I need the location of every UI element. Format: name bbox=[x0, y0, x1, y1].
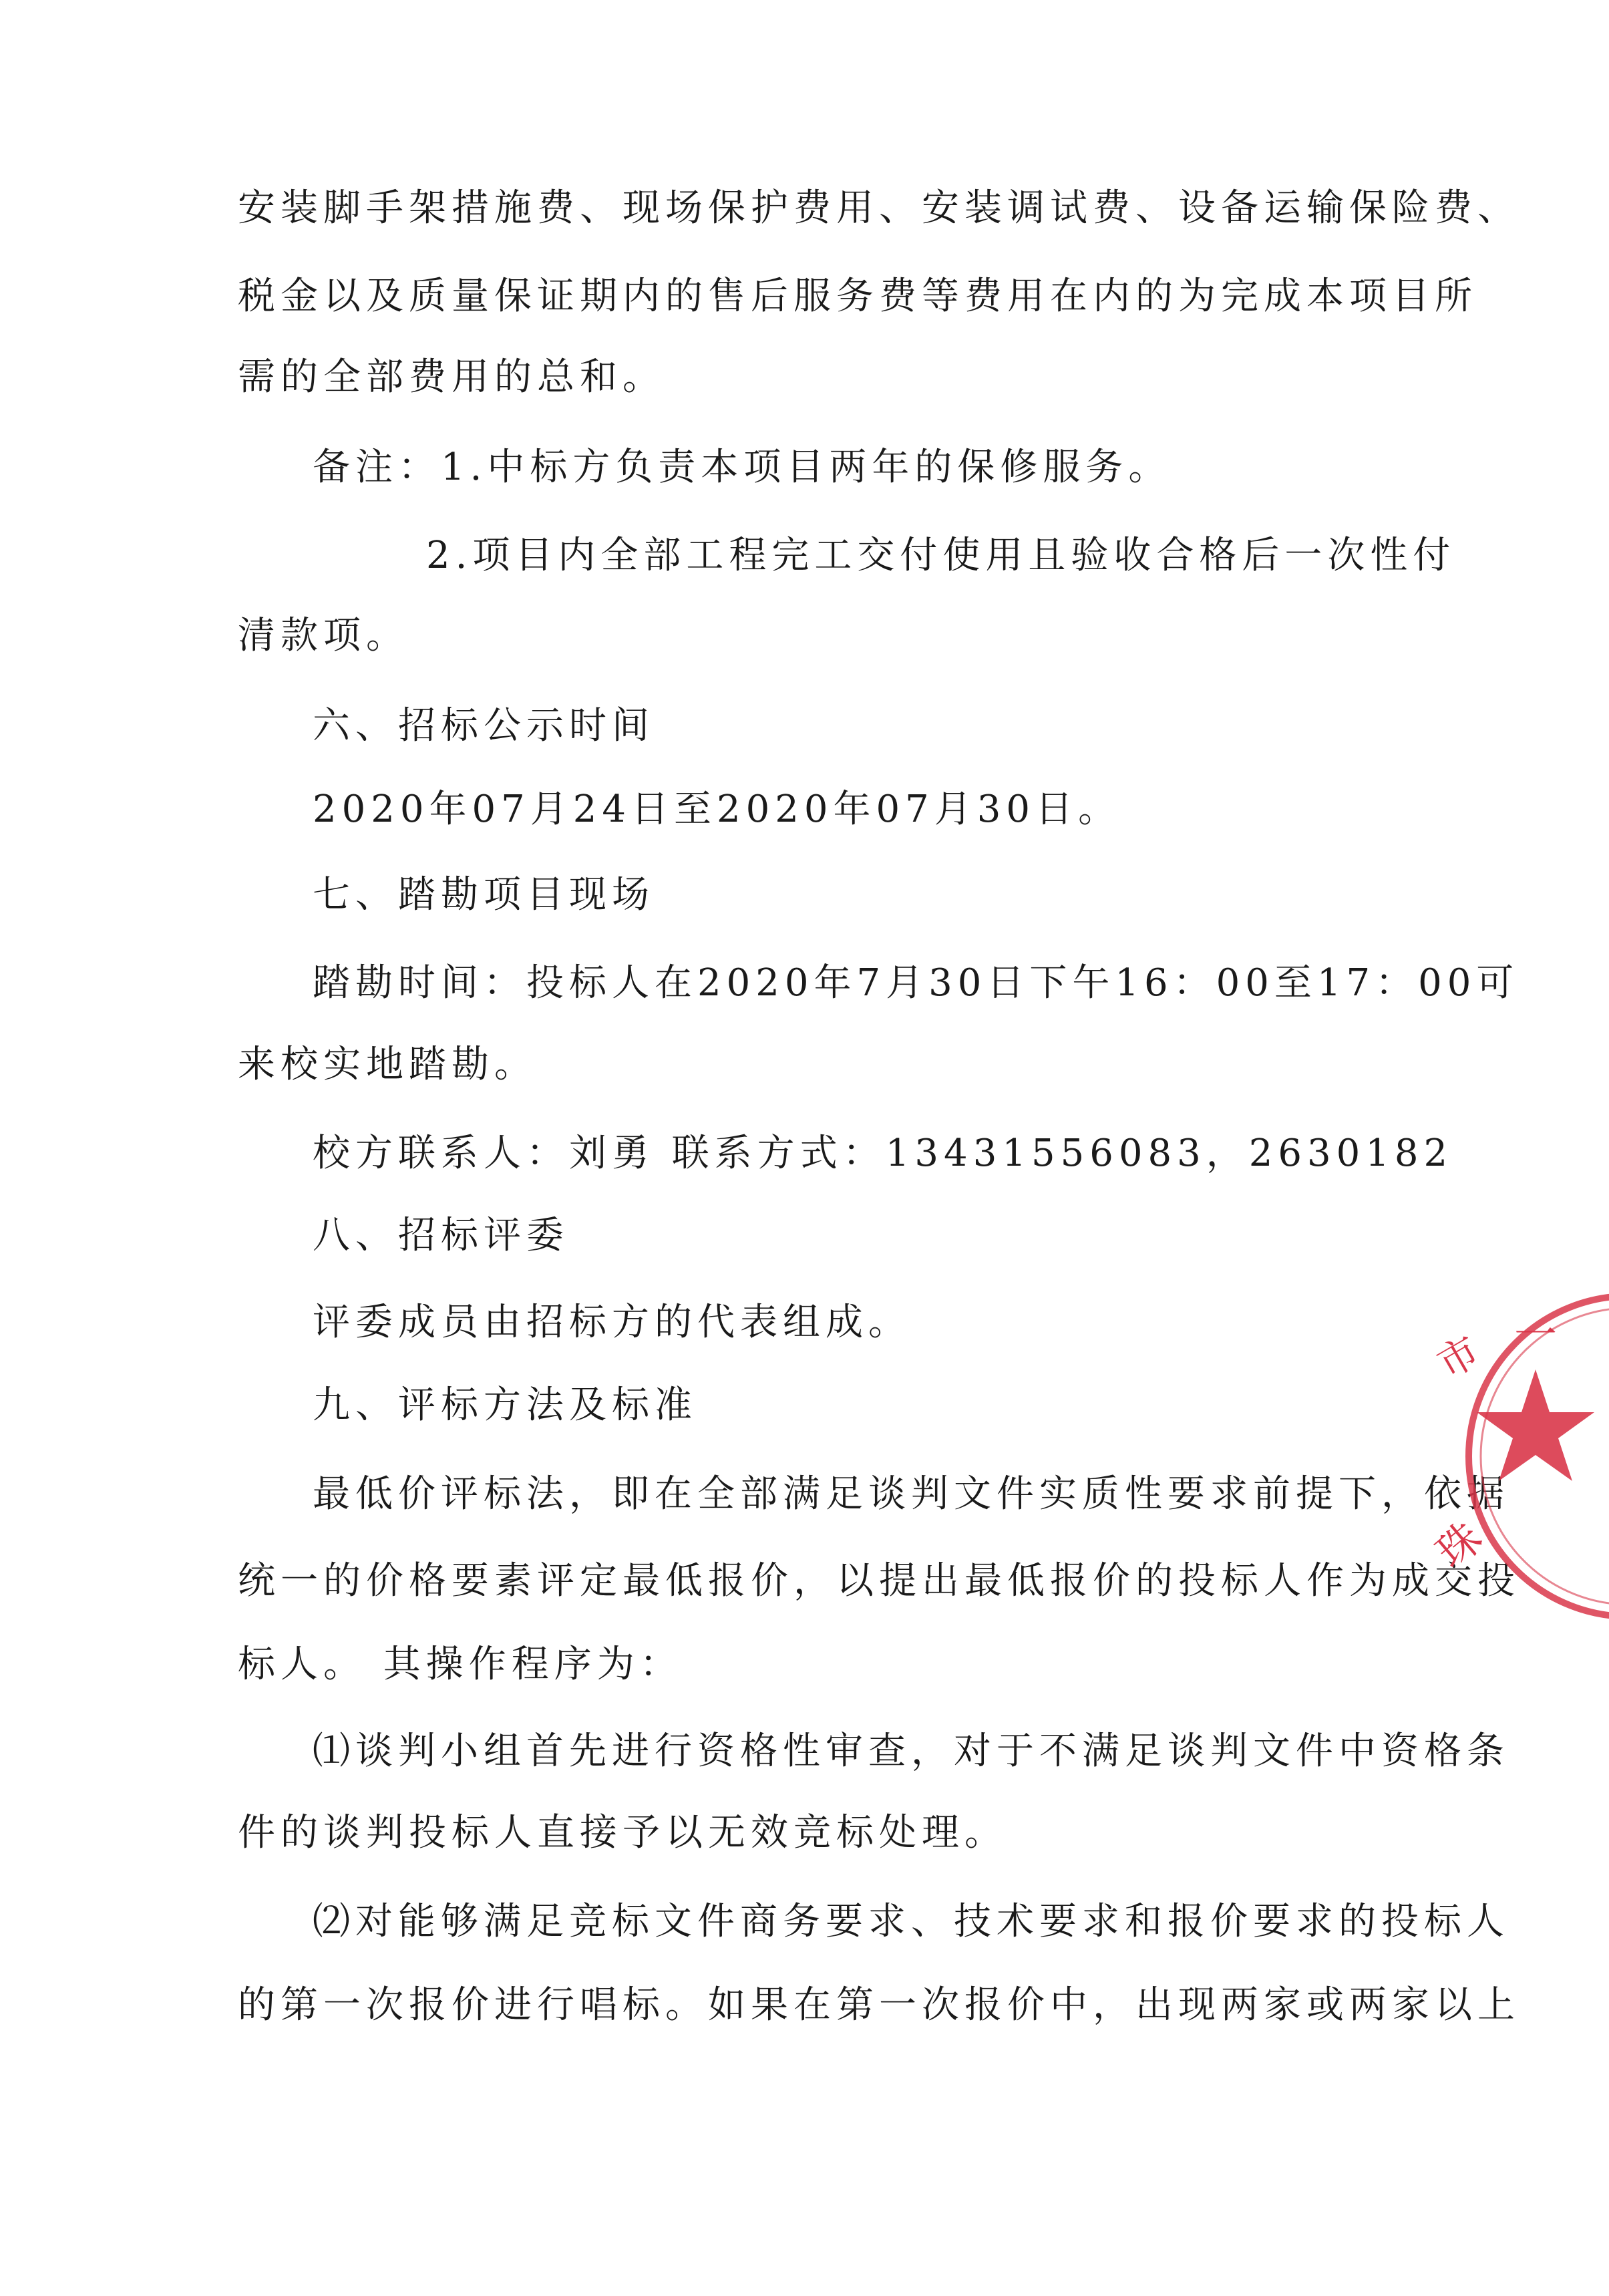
procedure-line: 的第一次报价进行唱标。如果在第一次报价中，出现两家或两家以上 bbox=[238, 1983, 1520, 2027]
note-line: 2.项目内全部工程完工交付使用且验收合格后一次性付 bbox=[426, 534, 1456, 577]
seal-text-top: 一 bbox=[1514, 1311, 1557, 1360]
section-heading: 七、踏勘项目现场 bbox=[313, 873, 655, 917]
paragraph-line: 需的全部费用的总和。 bbox=[238, 355, 665, 399]
procedure-line: ⑴谈判小组首先进行资格性审查，对于不满足谈判文件中资格条 bbox=[313, 1730, 1509, 1773]
note-line: 清款项。 bbox=[238, 614, 409, 657]
paragraph-line: 税金以及质量保证期内的售后服务费等费用在内的为完成本项目所 bbox=[238, 275, 1477, 318]
section-heading: 八、招标评委 bbox=[313, 1214, 569, 1257]
paragraph-line: 统一的价格要素评定最低报价，以提出最低报价的投标人作为成交投 bbox=[238, 1559, 1520, 1603]
section-heading: 九、评标方法及标准 bbox=[313, 1383, 697, 1427]
contact-line: 校方联系人：刘勇 联系方式：13431556083，2630182 bbox=[313, 1132, 1453, 1175]
procedure-line: ⑵对能够满足竞标文件商务要求、技术要求和报价要求的投标人 bbox=[313, 1900, 1509, 1943]
paragraph-line: 踏勘时间：投标人在2020年7月30日下午16：00至17：00可 bbox=[313, 961, 1519, 1005]
paragraph-line: 安装脚手架措施费、现场保护费用、安装调试费、设备运输保险费、 bbox=[238, 186, 1520, 230]
paragraph-line: 评委成员由招标方的代表组成。 bbox=[313, 1301, 911, 1344]
seal-text-bottom: 珠 bbox=[1427, 1513, 1492, 1579]
paragraph-line: 标人。 其操作程序为： bbox=[238, 1643, 683, 1686]
section-heading: 六、招标公示时间 bbox=[313, 704, 655, 748]
paragraph-line: 最低价评标法，即在全部满足谈判文件实质性要求前提下，依据 bbox=[313, 1472, 1509, 1516]
official-seal bbox=[1427, 1269, 1609, 1643]
procedure-line: 件的谈判投标人直接予以无效竞标处理。 bbox=[238, 1811, 1007, 1854]
seal-text-left: 市 bbox=[1429, 1327, 1488, 1388]
paragraph-line: 2020年07月24日至2020年07月30日。 bbox=[313, 788, 1121, 831]
note-line: 备注：1.中标方负责本项目两年的保修服务。 bbox=[313, 446, 1172, 489]
seal-star-icon bbox=[1477, 1369, 1594, 1481]
paragraph-line: 来校实地踏勘。 bbox=[238, 1043, 537, 1086]
